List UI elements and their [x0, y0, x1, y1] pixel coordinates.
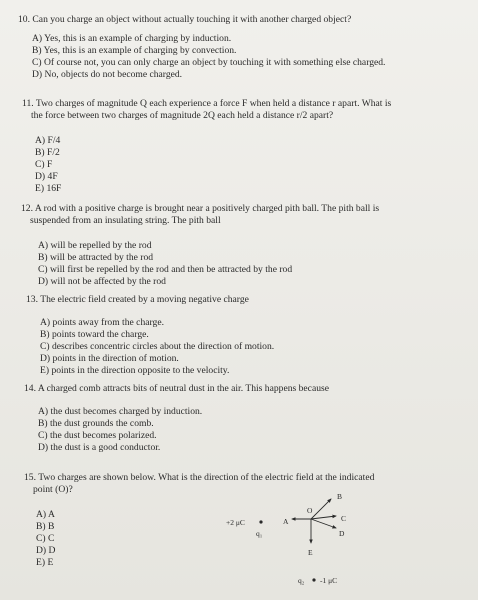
q1-charge-label: +2 μC: [226, 518, 245, 527]
question-number: 15.: [24, 472, 36, 483]
option-c: C) will first be repelled by the rod and then be attracted by the rod: [38, 264, 293, 275]
option-a: A) Yes, this is an example of charging by induction.: [32, 33, 232, 44]
option-c: C) Of course not, you can only charge an object by touching it with something else charged.: [32, 57, 386, 68]
option-b: B) Yes, this is an example of charging by convection.: [32, 45, 237, 56]
arrow-b: [311, 499, 331, 519]
question-text: Can you charge an object without actually touching it with another charged object?: [32, 14, 352, 25]
question-number: 10.: [18, 14, 30, 25]
arrow-c: [311, 516, 336, 519]
option-b: B) will be attracted by the rod: [38, 252, 154, 263]
option-a: A) F/4: [35, 135, 61, 146]
option-a: A) the dust becomes charged by induction.: [38, 406, 203, 417]
question-number: 11.: [22, 98, 34, 109]
arrow-d: [311, 519, 336, 528]
arrow-e-label: E: [308, 548, 313, 557]
option-b: B) the dust grounds the comb.: [38, 418, 154, 429]
arrow-c-label: C: [341, 514, 347, 523]
q1-dot: [259, 520, 262, 523]
question-text: A rod with a positive charge is brought near a positively charged pith ball. The pith ball is: [34, 203, 380, 214]
question-text: Two charges of magnitude Q each experience a force F when held a distance r apart. What is: [35, 98, 392, 109]
option-b: B) points toward the charge.: [40, 329, 149, 340]
option-c: C) F: [35, 159, 53, 170]
option-a: A) will be repelled by the rod: [38, 240, 152, 251]
option-d: D) D: [36, 545, 56, 556]
question-text: Two charges are shown below. What is the direction of the electric field at the indicated: [38, 472, 375, 483]
arrow-a-label: A: [283, 517, 289, 526]
option-d: D) No, objects do not become charged.: [32, 69, 183, 80]
option-d: D) 4F: [35, 171, 58, 182]
option-d: D) the dust is a good conductor.: [38, 442, 161, 453]
arrow-b-label: B: [337, 492, 343, 501]
option-d: D) will not be affected by the rod: [38, 276, 166, 287]
question-text-line-2: suspended from an insulating string. The pith ball: [30, 215, 221, 226]
question-number: 14.: [24, 383, 36, 394]
option-e: E) points in the direction opposite to the velocity.: [40, 365, 230, 376]
option-a: A) points away from the charge.: [40, 317, 164, 328]
point-o-label: O: [307, 506, 313, 515]
option-b: B) B: [36, 521, 55, 532]
question-text: A charged comb attracts bits of neutral dust in the air. This happens because: [37, 383, 329, 394]
q2-charge-label: -1 μC: [320, 576, 338, 585]
option-e: E) E: [36, 557, 54, 568]
option-a: A) A: [36, 509, 55, 520]
option-e: E) 16F: [35, 183, 62, 194]
option-d: D) points in the direction of motion.: [40, 353, 179, 364]
option-c: C) C: [36, 533, 55, 544]
question-text: The electric field created by a moving negative charge: [40, 294, 249, 305]
question-number: 12.: [21, 203, 33, 214]
question-text-line-2: the force between two charges of magnitude 2Q each held a distance r/2 apart?: [31, 110, 334, 121]
question-text-line-2: point (O)?: [33, 484, 73, 495]
option-c: C) describes concentric circles about the direction of motion.: [40, 341, 275, 352]
q1-label: q₁: [256, 529, 263, 538]
q2-dot: [312, 578, 315, 581]
q2-label: q₂: [298, 576, 305, 585]
question-number: 13.: [26, 294, 38, 305]
option-b: B) F/2: [35, 147, 60, 158]
option-c: C) the dust becomes polarized.: [38, 430, 157, 441]
arrow-d-label: D: [339, 529, 345, 538]
